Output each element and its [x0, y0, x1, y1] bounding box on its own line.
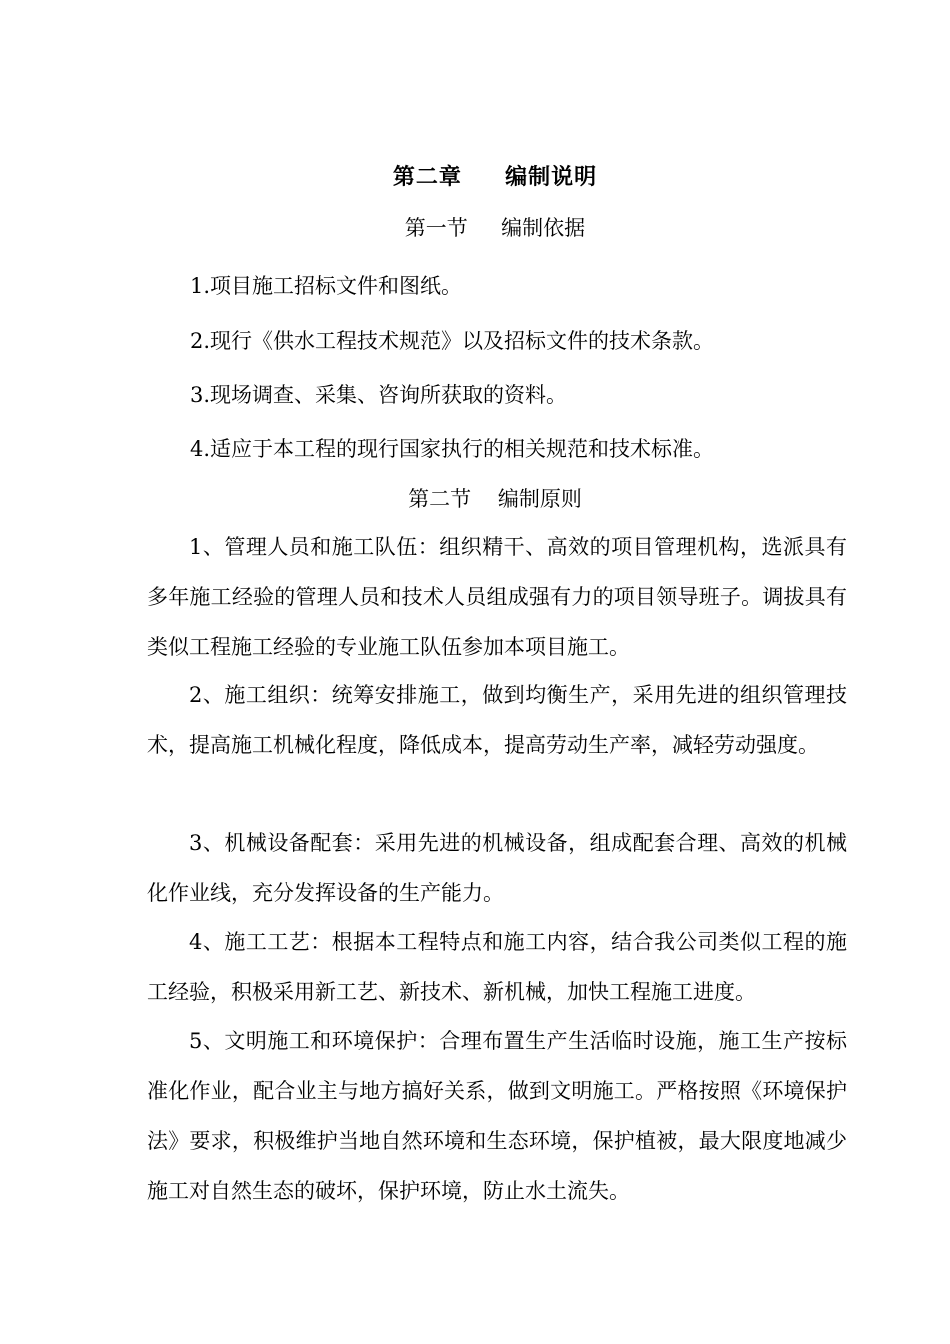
- basis-item-3: 3.现场调查、采集、咨询所获取的资料。: [190, 383, 568, 407]
- chapter-title: 第二章 编制说明: [392, 164, 598, 190]
- section-2-title: 第二节 编制原则: [408, 487, 582, 511]
- basis-item-1: 1.项目施工招标文件和图纸。: [190, 274, 463, 298]
- principle-paragraph-3: 3、机械设备配套：采用先进的机械设备，组成配套合理、高效的机械化作业线，充分发挥设备的生产能力。: [147, 831, 847, 905]
- basis-item-4: 4.适应于本工程的现行国家执行的相关规范和技术标准。: [190, 437, 715, 461]
- section-1-title: 第一节 编制依据: [404, 216, 586, 240]
- basis-item-2: 2.现行《供水工程技术规范》以及招标文件的技术条款。: [190, 329, 715, 353]
- principle-paragraph-5: 5、文明施工和环境保护：合理布置生产生活临时设施，施工生产按标准化作业，配合业主与地方搞好关系，做到文明施工。严格按照《环境保护法》要求，积极维护当地自然环境和生态环境，保护植被，最大限度地减少施工对自然生态的破坏，保护环境，防止水土流失。: [147, 1029, 847, 1203]
- principle-paragraph-1: 1、管理人员和施工队伍：组织精干、高效的项目管理机构，选派具有多年施工经验的管理人员和技术人员组成强有力的项目领导班子。调拔具有类似工程施工经验的专业施工队伍参加本项目施工。: [147, 535, 847, 659]
- principle-paragraph-4: 4、施工工艺：根据本工程特点和施工内容，结合我公司类似工程的施工经验，积极采用新工艺、新技术、新机械，加快工程施工进度。: [147, 930, 847, 1004]
- principle-paragraph-2: 2、施工组织：统筹安排施工，做到均衡生产，采用先进的组织管理技术，提高施工机械化程度，降低成本，提高劳动生产率，减轻劳动强度。: [147, 683, 847, 757]
